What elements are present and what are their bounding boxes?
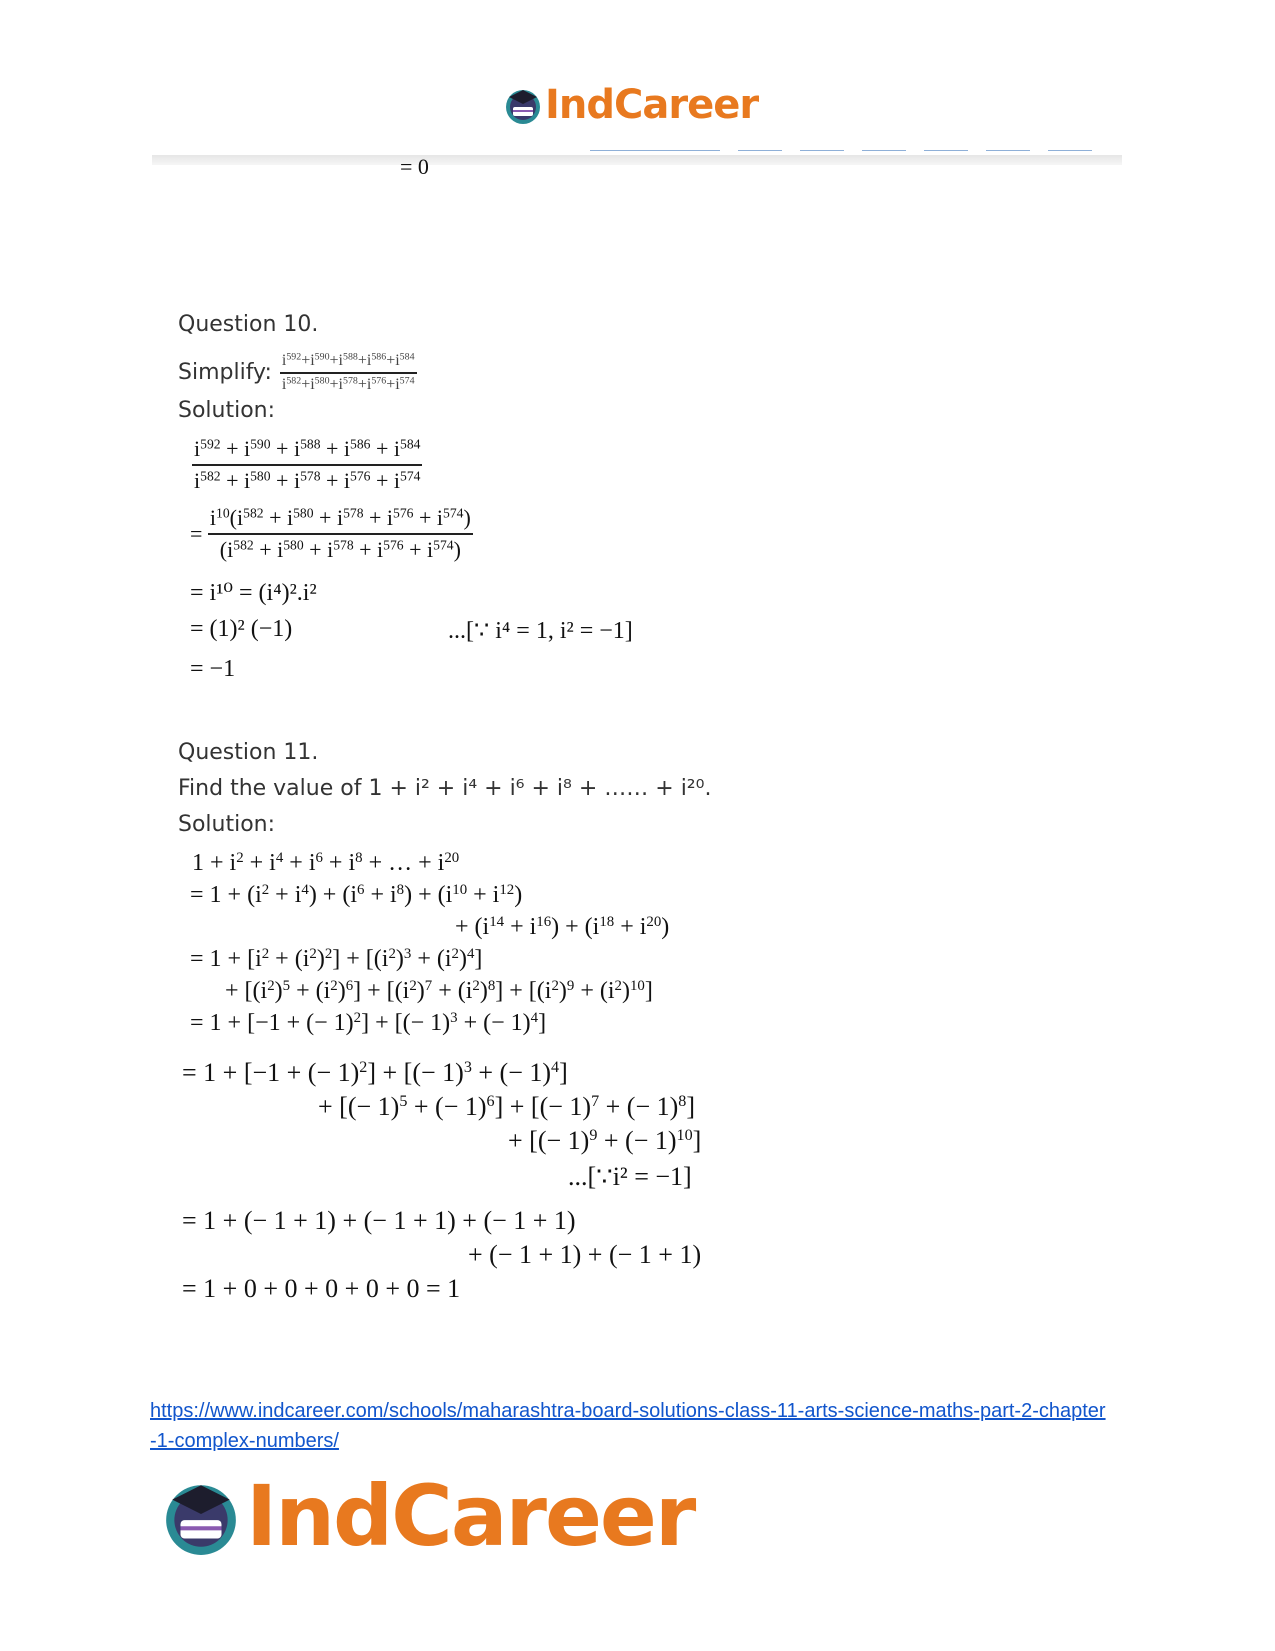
q11-step-2b: + $(i^{14} + i^{16}) + (i^{18} + i^{20})$ (455, 913, 670, 940)
header-divider (152, 155, 1122, 165)
q11-step-6b: + (− 1 + 1) + (− 1 + 1) (468, 1240, 702, 1269)
q11-note: ...[∵i² = −1] (568, 1162, 692, 1191)
q11-step-5c: + [(− 1)$^9$ + (− 1)$^{10}$] (508, 1126, 702, 1155)
simplify-label: Simplify: (178, 360, 272, 386)
q11-step-5: = 1 + [−1 + (− 1)$^2$] + [(− 1)$^3$ + (− 1)$^4$] (182, 1058, 568, 1087)
q11-step-2: = $1 + (i^2 + i^4) + (i^6 + i^8) + (i^{10} + i^{12})$ (190, 881, 523, 908)
q10-step-fraction-1: $\frac{i^{592} + i^{590} + i^{588} + i^{586} + i^{584}}{i^{582} + i^{580} + i^{578} + i^{576} + i^{574}}$ (194, 436, 421, 493)
q11-step-5b: + [(− 1)$^5$ + (− 1)$^6$] + [(− 1)$^7$ + (− 1)$^8$] (318, 1092, 696, 1121)
question-11-solution-label: Solution: (178, 812, 276, 837)
header-nav-links (590, 150, 1092, 151)
logo-wordmark: IndCareer (545, 82, 759, 128)
q11-step-1: $1 + i^2 + i^4 + i^6 + i^8$ + … + $i^{20}$ (192, 849, 460, 876)
logo-wordmark: IndCareer (246, 1467, 695, 1565)
q10-step-3: = i¹⁰ = (i⁴)².i² (190, 580, 317, 606)
source-link[interactable]: https://www.indcareer.com/schools/maharashtra-board-solutions-class-11-arts-science-maths-part-2-chapter-1-complex-numbers/ (150, 1400, 1106, 1452)
q10-step-4: = (1)² (−1) (190, 616, 293, 642)
question-10-fraction: $\frac{i^{592}+i^{590}+i^{588}+i^{586}+i^{584}}{i^{582}+i^{580}+i^{578}+i^{576}+i^{574}}$ (281, 351, 415, 393)
question-11-title: Question 11. (178, 740, 319, 765)
question-10-prompt (178, 352, 417, 394)
footer-logo[interactable] (160, 1468, 694, 1564)
question-10-solution-label: Solution: (178, 398, 276, 423)
q10-step-fraction-2: = $\frac{i^{10}(i^{582} + i^{580} + i^{578} + i^{576} + i^{574})}{(i^{582} + i^{580} + i^{578} + i^{576} + i^{574})}$ (190, 505, 471, 562)
q11-step-4: = 1 + [−1 + (− 1)$^2$] + [(− 1)$^3$ + (− 1)$^4$] (190, 1009, 547, 1036)
q11-step-3: = $1 + [i^2 + (i^2)^2] + [(i^2)^3 + (i^2)^4]$ (190, 945, 483, 972)
question-10-title: Question 10. (178, 312, 319, 337)
previous-answer: = 0 (400, 154, 429, 179)
graduation-cap-book-icon (160, 1475, 242, 1557)
q11-step-3b: + $[(i^2)^5 + (i^2)^6] + [(i^2)^7 + (i^2)^8] + [(i^2)^9 + (i^2)^{10}]$ (225, 977, 653, 1004)
q10-step-note: ...[∵ i⁴ = 1, i² = −1] (448, 618, 633, 644)
q11-final-answer: = 1 + 0 + 0 + 0 + 0 + 0 = 1 (182, 1274, 461, 1303)
graduation-cap-book-icon (503, 85, 543, 125)
q10-final-answer: = −1 (190, 656, 236, 682)
question-11-prompt: Find the value of 1 + i² + i⁴ + i⁶ + i⁸ + …… + i²⁰. (178, 776, 712, 801)
q11-step-6: = 1 + (− 1 + 1) + (− 1 + 1) + (− 1 + 1) (182, 1206, 576, 1235)
header-logo[interactable] (503, 80, 758, 130)
